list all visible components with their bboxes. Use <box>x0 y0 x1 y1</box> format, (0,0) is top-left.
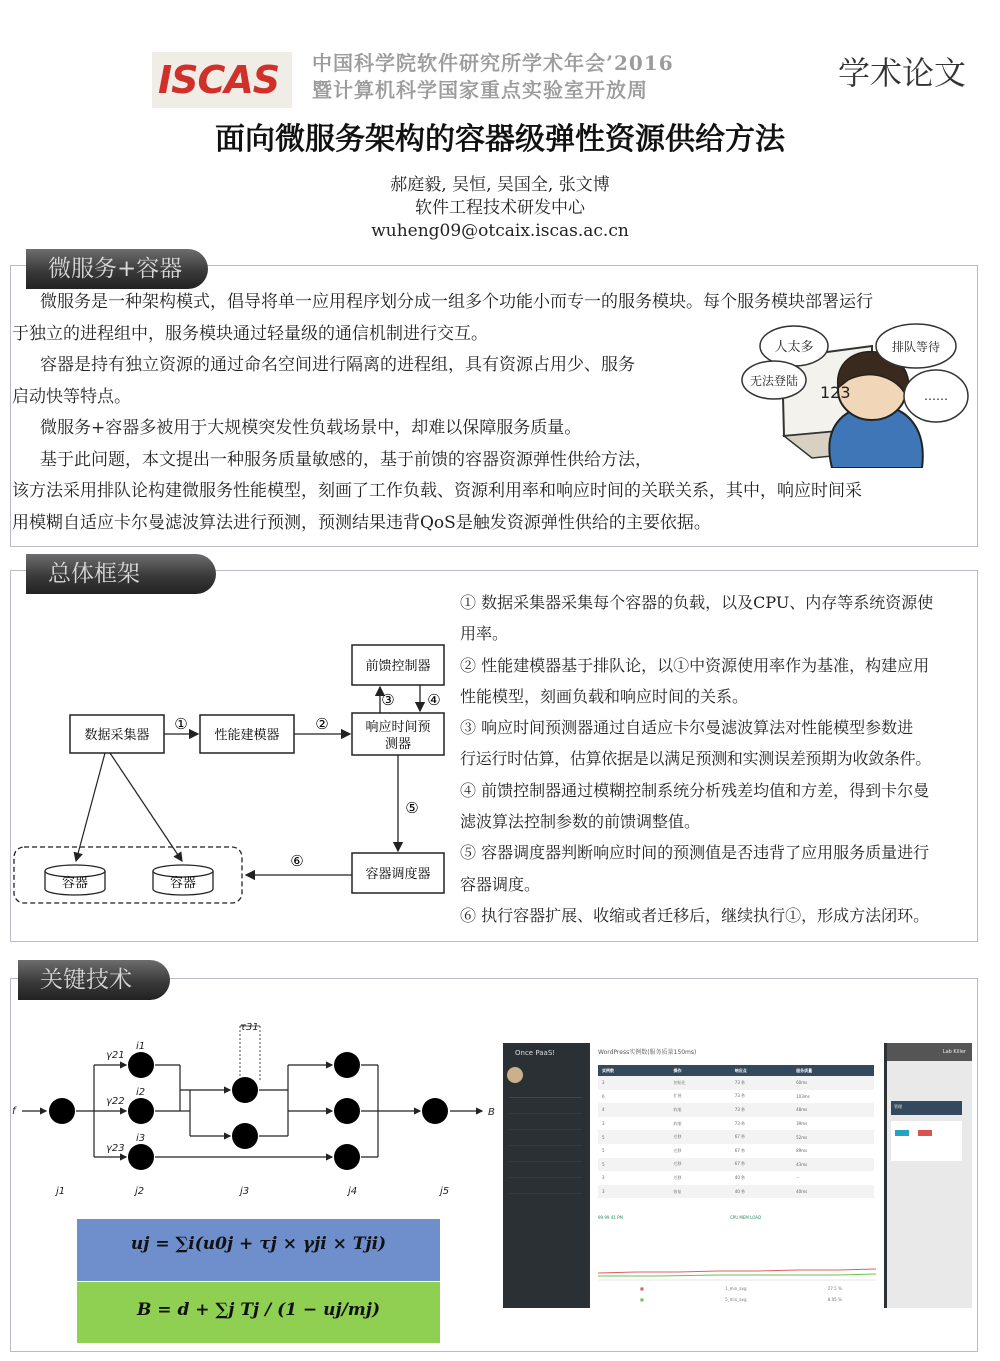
node-label: j3 <box>240 1186 250 1197</box>
table-cell: 89ms <box>796 1148 808 1154</box>
screenshot-main <box>590 1043 884 1308</box>
conference-line-1: 中国科学院软件研究所学术年会’2016 <box>312 51 674 75</box>
table-cell: 迁移 <box>673 1147 682 1153</box>
step-line: ④ 前馈控制器通过模糊控制系统分析残差均值和方差，得到卡尔曼 <box>460 780 930 800</box>
node-label: j4 <box>348 1186 358 1197</box>
node-label: j1 <box>56 1186 66 1197</box>
paragraph-line: 微服务是一种架构模式，倡导将单一应用程序划分成一组多个功能小而专一的服务模块。每个服务模块部署运行 <box>40 292 873 312</box>
table-cell: 40 秒 <box>734 1174 746 1180</box>
feedforward-controller-label: 前馈控制器 <box>365 659 431 674</box>
table-cell: 4 <box>602 1107 605 1113</box>
table-cell: 3 <box>602 1080 605 1086</box>
container-scheduler-label: 容器调度器 <box>365 867 431 882</box>
paper-title: 面向微服务架构的容器级弹性资源供给方法 <box>215 122 785 157</box>
screenshot-right-panel <box>887 1043 972 1308</box>
step-number-6: ⑥ <box>290 852 304 870</box>
table-cell: 39ms <box>796 1121 808 1127</box>
container-label: 容器 <box>169 876 197 891</box>
table-cell: 40ms <box>796 1189 808 1195</box>
screenshot-brand: Once PaaS! <box>515 1049 556 1057</box>
paper-type: 学术论文 <box>838 54 967 92</box>
table-cell: 3 <box>602 1121 605 1127</box>
response-predictor-label: 测器 <box>384 737 412 752</box>
table-cell: 收缩 <box>673 1106 682 1112</box>
chart-caption: 99.99 41 PM <box>598 1215 623 1220</box>
table-cell: 60ms <box>796 1080 808 1086</box>
paragraph-line: 于独立的进程组中，服务模块通过轻量级的通信机制进行交互。 <box>12 323 488 344</box>
legend-label: 5_min_avg <box>725 1297 747 1302</box>
table-cell: 3 <box>602 1175 605 1181</box>
queue-node-j2 <box>128 1144 154 1170</box>
table-cell: 迁移 <box>673 1161 682 1167</box>
output-label: B <box>488 1107 495 1118</box>
input-label: f <box>12 1106 16 1117</box>
branch-label: i2 <box>136 1087 146 1098</box>
branch-label: i1 <box>136 1041 146 1052</box>
bubble-text: 人太多 <box>774 340 814 355</box>
authors: 郝庭毅, 吴恒, 吴国全, 张文博 <box>390 175 610 195</box>
queue-node-j1 <box>49 1098 75 1124</box>
paragraph-line: 该方法采用排队论构建微服务性能模型，刻画了工作负载、资源利用率和响应时间的关联关系，其中，响应时间采 <box>12 481 862 501</box>
paragraph-line: 用模糊自适应卡尔曼滤波算法进行预测，预测结果违背QoS是触发资源弹性供给的主要依据。 <box>12 512 711 533</box>
avatar <box>507 1067 523 1083</box>
table-header-row <box>598 1065 874 1076</box>
bubble-text: …… <box>924 389 948 403</box>
section-heading-key-tech: 关键技术 <box>18 960 170 1000</box>
table-cell: 收缩 <box>673 1120 682 1126</box>
paragraph-line: 基于此问题，本文提出一种服务质量敏感的，基于前馈的容器资源弹性供给方法， <box>40 449 652 470</box>
gamma-label: γ23 <box>106 1143 125 1154</box>
table-row <box>598 1158 874 1172</box>
framework-steps <box>460 587 974 931</box>
legend-value: 27.5 % <box>827 1286 842 1291</box>
formula-response-time: B = d + ∑j Tj / (1 − uj/mj) <box>137 1300 380 1320</box>
queue-node-j4 <box>334 1098 360 1124</box>
step-line: ⑥ 执行容器扩展、收缩或者迁移后，继续执行①，形成方法闭环。 <box>460 905 930 925</box>
response-predictor-label: 响应时间预 <box>365 720 431 735</box>
container-cylinder <box>45 865 105 895</box>
table-cell: 恢复 <box>673 1188 682 1194</box>
screenshot-panel-title: WordPress实例数(服务质量150ms) <box>598 1049 697 1056</box>
gamma-label: γ22 <box>106 1096 125 1107</box>
queue-node-j4 <box>334 1052 360 1078</box>
table-cell: 73 秒 <box>734 1106 746 1112</box>
data-collector-label: 数据采集器 <box>84 728 150 743</box>
column-header: 操作 <box>673 1067 682 1073</box>
table-cell: 5 <box>602 1148 605 1154</box>
usage-line-chart <box>598 1225 876 1285</box>
column-header: 响应点 <box>734 1067 747 1073</box>
table-cell: 67 秒 <box>734 1147 746 1153</box>
action-button[interactable] <box>918 1130 932 1136</box>
conference-line-2: 暨计算机科学国家重点实验室开放周 <box>312 78 648 102</box>
table-cell: 迁移 <box>673 1134 682 1140</box>
step-line: ③ 响应时间预测器通过自适应卡尔曼滤波算法对性能模型参数进 <box>460 718 914 738</box>
table-cell: 73 秒 <box>734 1079 746 1085</box>
paragraph-line: 容器是持有独立资源的通过命名空间进行隔离的进程组，具有资源占用少、服务 <box>40 355 635 375</box>
legend-entry: ■ 1_min_avg 27.5 % <box>640 1286 842 1291</box>
table-cell: 扩展 <box>673 1093 682 1099</box>
queue-node-j2 <box>128 1098 154 1124</box>
step-number-3: ③ <box>381 691 395 709</box>
table-cell: 迁移 <box>673 1174 682 1180</box>
table-cell: 43ms <box>796 1161 808 1167</box>
side-panel-header: 管理 <box>891 1101 962 1115</box>
table-cell: 103ms <box>796 1093 810 1099</box>
collect-arrow <box>76 753 105 861</box>
step-number-5: ⑤ <box>405 799 419 817</box>
step-number-1: ① <box>174 715 188 733</box>
table-cell: 73 秒 <box>734 1120 746 1126</box>
email: wuheng09@otcaix.iscas.ac.cn <box>371 221 629 241</box>
step-number-4: ④ <box>427 691 441 709</box>
bubble-text: 排队等待 <box>891 340 941 354</box>
table-cell: 52ms <box>796 1134 808 1140</box>
column-header: 服务质量 <box>796 1067 813 1073</box>
branch-label: i3 <box>136 1133 146 1144</box>
conference-name <box>312 50 712 104</box>
section-heading-microservices: 微服务+容器 <box>26 249 208 289</box>
step-line: 滤波算法控制参数的前馈调整值。 <box>460 812 701 832</box>
container-label: 容器 <box>61 876 89 891</box>
instance-table <box>598 1065 874 1198</box>
table-row <box>598 1130 874 1144</box>
step-line: ② 性能建模器基于排队论，以①中资源使用率作为基准，构建应用 <box>460 655 930 675</box>
step-line: 容器调度。 <box>460 874 541 894</box>
formula-utilization: uj = ∑i(u0j + τj × γji × Tji) <box>130 1234 387 1254</box>
table-cell: 73 秒 <box>734 1093 746 1099</box>
step-line: ⑤ 容器调度器判断响应时间的预测值是否违背了应用服务质量进行 <box>460 843 930 863</box>
step-line: ① 数据采集器采集每个容器的负载，以及CPU、内存等系统资源使 <box>460 593 934 612</box>
queue-node-j4 <box>334 1144 360 1170</box>
queue-node-j5 <box>422 1098 448 1124</box>
paragraph-line: 微服务+容器多被用于大规模突发性负载场景中，却难以保障服务质量。 <box>40 418 582 438</box>
table-cell: 初始化 <box>673 1079 686 1085</box>
table-row <box>598 1171 874 1185</box>
queue-node-j3 <box>232 1077 258 1103</box>
framework-diagram <box>10 595 450 920</box>
platform-screenshot <box>503 1043 972 1308</box>
sidebar-menu <box>509 1097 582 1208</box>
table-row <box>598 1117 874 1131</box>
table-cell: 5 <box>602 1134 605 1140</box>
table-cell: 48ms <box>796 1107 808 1113</box>
queue-node-j2 <box>128 1052 154 1078</box>
chart-caption: CPU MEM LOAD <box>730 1215 762 1220</box>
collect-arrow <box>110 753 182 861</box>
table-cell: 6 <box>602 1093 605 1099</box>
step-number-2: ② <box>315 715 329 733</box>
node-label: j5 <box>440 1186 450 1197</box>
step-line: 性能模型，刻画负载和响应时间的关系。 <box>460 686 749 706</box>
legend-label: 1_min_avg <box>725 1286 747 1291</box>
table-row <box>598 1076 874 1090</box>
iscas-logo: ISCAS <box>158 58 280 102</box>
performance-modeler-label: 性能建模器 <box>214 728 280 743</box>
queue-node-j3 <box>232 1123 258 1149</box>
table-cell: 40 秒 <box>734 1188 746 1194</box>
section-heading-framework: 总体框架 <box>26 554 216 594</box>
tau-label: τ31 <box>240 1022 259 1033</box>
affiliation: 软件工程技术研发中心 <box>415 198 585 218</box>
step-line: 行运行时估算，估算依据是以满足预测和实测误差预期为收敛条件。 <box>460 749 932 769</box>
screenshot-user: Lab Killer <box>887 1043 972 1061</box>
legend-entry: ■ 5_min_avg 8.05 % <box>640 1297 842 1302</box>
container-cylinder <box>153 865 213 895</box>
table-cell: 5 <box>602 1161 605 1167</box>
action-button[interactable] <box>895 1130 909 1136</box>
paragraph-line: 启动快等特点。 <box>12 386 131 407</box>
side-panel-body <box>891 1121 962 1161</box>
column-header: 实例数 <box>602 1067 614 1073</box>
gamma-label: γ21 <box>106 1050 125 1061</box>
step-line: 用率。 <box>460 624 509 644</box>
cartoon-screen-text: 123 <box>820 383 851 402</box>
legend-value: 8.05 % <box>827 1297 842 1302</box>
table-row <box>598 1103 874 1117</box>
queueing-network-diagram <box>8 1018 498 1203</box>
table-cell: 67 秒 <box>734 1161 746 1167</box>
table-cell: 3 <box>602 1189 605 1195</box>
table-row <box>598 1090 874 1104</box>
table-row <box>598 1185 874 1199</box>
table-row <box>598 1144 874 1158</box>
node-label: j2 <box>135 1186 145 1197</box>
screenshot-sidebar <box>503 1043 588 1308</box>
table-cell: 67 秒 <box>734 1134 746 1140</box>
table-cell: -- <box>796 1175 800 1181</box>
queue-cartoon-illustration <box>722 318 974 468</box>
bubble-text: 无法登陆 <box>749 374 799 388</box>
